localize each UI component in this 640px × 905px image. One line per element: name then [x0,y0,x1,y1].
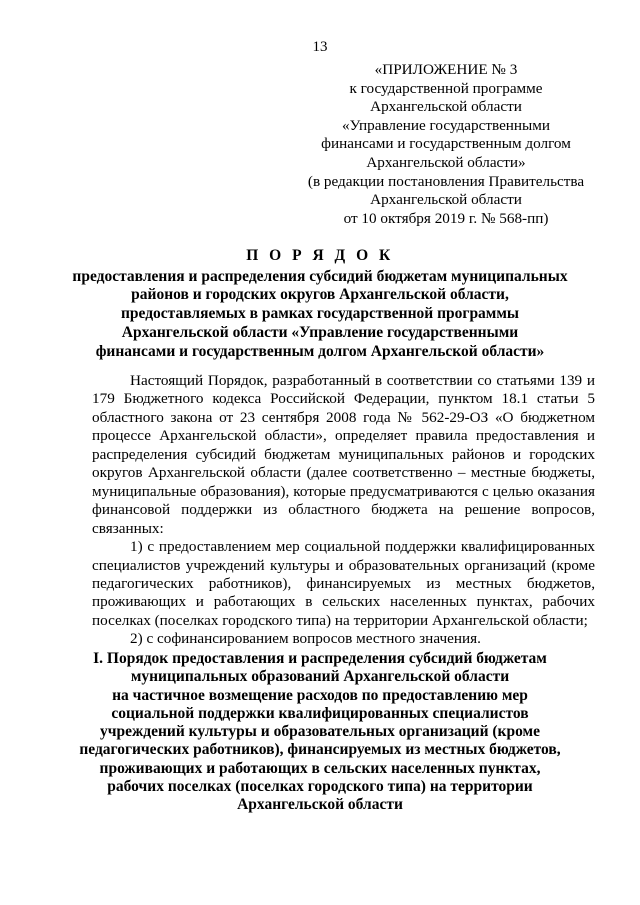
section-heading-line: Архангельской области [237,796,403,814]
section-heading-line: муниципальных образований Архангельской области [130,668,510,686]
appendix-line: «Управление государственными [341,116,551,134]
list-item-2: 2) с софинансированием вопросов местного значения. [130,630,481,648]
document-title [60,247,580,361]
intro-paragraph: Настоящий Порядок, разработанный в соответствии со статьями 139 и 179 Бюджетного кодекса Российской Федерации, пунктом 18.1 статьи 5 областного закона от 23 сентября 2008 года № 562-29-ОЗ «О бюджетном процессе Архангельской области», определяет правила предоставления и распределения субсидий бюджетам муниципальных районов и городских округов Архангельской области (далее соответственно – местные бюджеты, муниципальные образования), которые предусматриваются с целью оказания финансовой поддержки из областного бюджета на решение вопросов, связанных: [92,372,595,537]
appendix-line: Архангельской области [370,98,522,116]
appendix-line: от 10 октября 2019 г. № 568-пп) [343,209,549,227]
page-number: 13 [312,39,328,55]
section-heading-line: социальной поддержки квалифицированных специалистов [111,704,529,722]
section-heading-line: I. Порядок предоставления и распределения субсидий бюджетам [93,650,547,667]
section-heading-line: рабочих поселках (поселках городского типа) на территории [107,778,533,796]
appendix-line: Архангельской области» [366,153,526,171]
section-heading-line: учреждений культуры и образовательных организаций (кроме [100,723,540,741]
appendix-line: «ПРИЛОЖЕНИЕ № 3 [374,61,518,78]
title-line: финансами и государственным долгом Архангельской области» [95,342,545,360]
title-line: предоставляемых в рамках государственной программы [120,305,520,323]
section-heading [60,650,580,815]
appendix-header [290,61,602,228]
list-item-1: 1) с предоставлением мер социальной поддержки квалифицированных специалистов учреждений культуры и образовательных организаций (кроме педагогических работников), финансируемых из местных бюджетов, проживающих и работающих в сельских населенных пунктах, рабочих поселках (поселках городского типа) на территории Архангельской области; [92,538,595,629]
appendix-line: Архангельской области [370,191,522,209]
section-heading-line: педагогических работников), финансируемых из местных бюджетов, [79,741,561,759]
appendix-line: финансами и государственным долгом [321,135,571,153]
title-line: районов и городских округов Архангельской области, [131,286,509,304]
title-line: предоставления и распределения субсидий бюджетам муниципальных [72,267,568,285]
body-text [92,372,595,649]
title-line: Архангельской области «Управление государственными [121,323,519,341]
title-main: П О Р Я Д О К [246,247,394,264]
appendix-line: к государственной программе [349,79,543,97]
appendix-line: (в редакции постановления Правительства [307,172,585,190]
section-heading-line: на частичное возмещение расходов по предоставлению мер [112,686,528,704]
section-heading-line: проживающих и работающих в сельских населенных пунктах, [99,759,541,777]
